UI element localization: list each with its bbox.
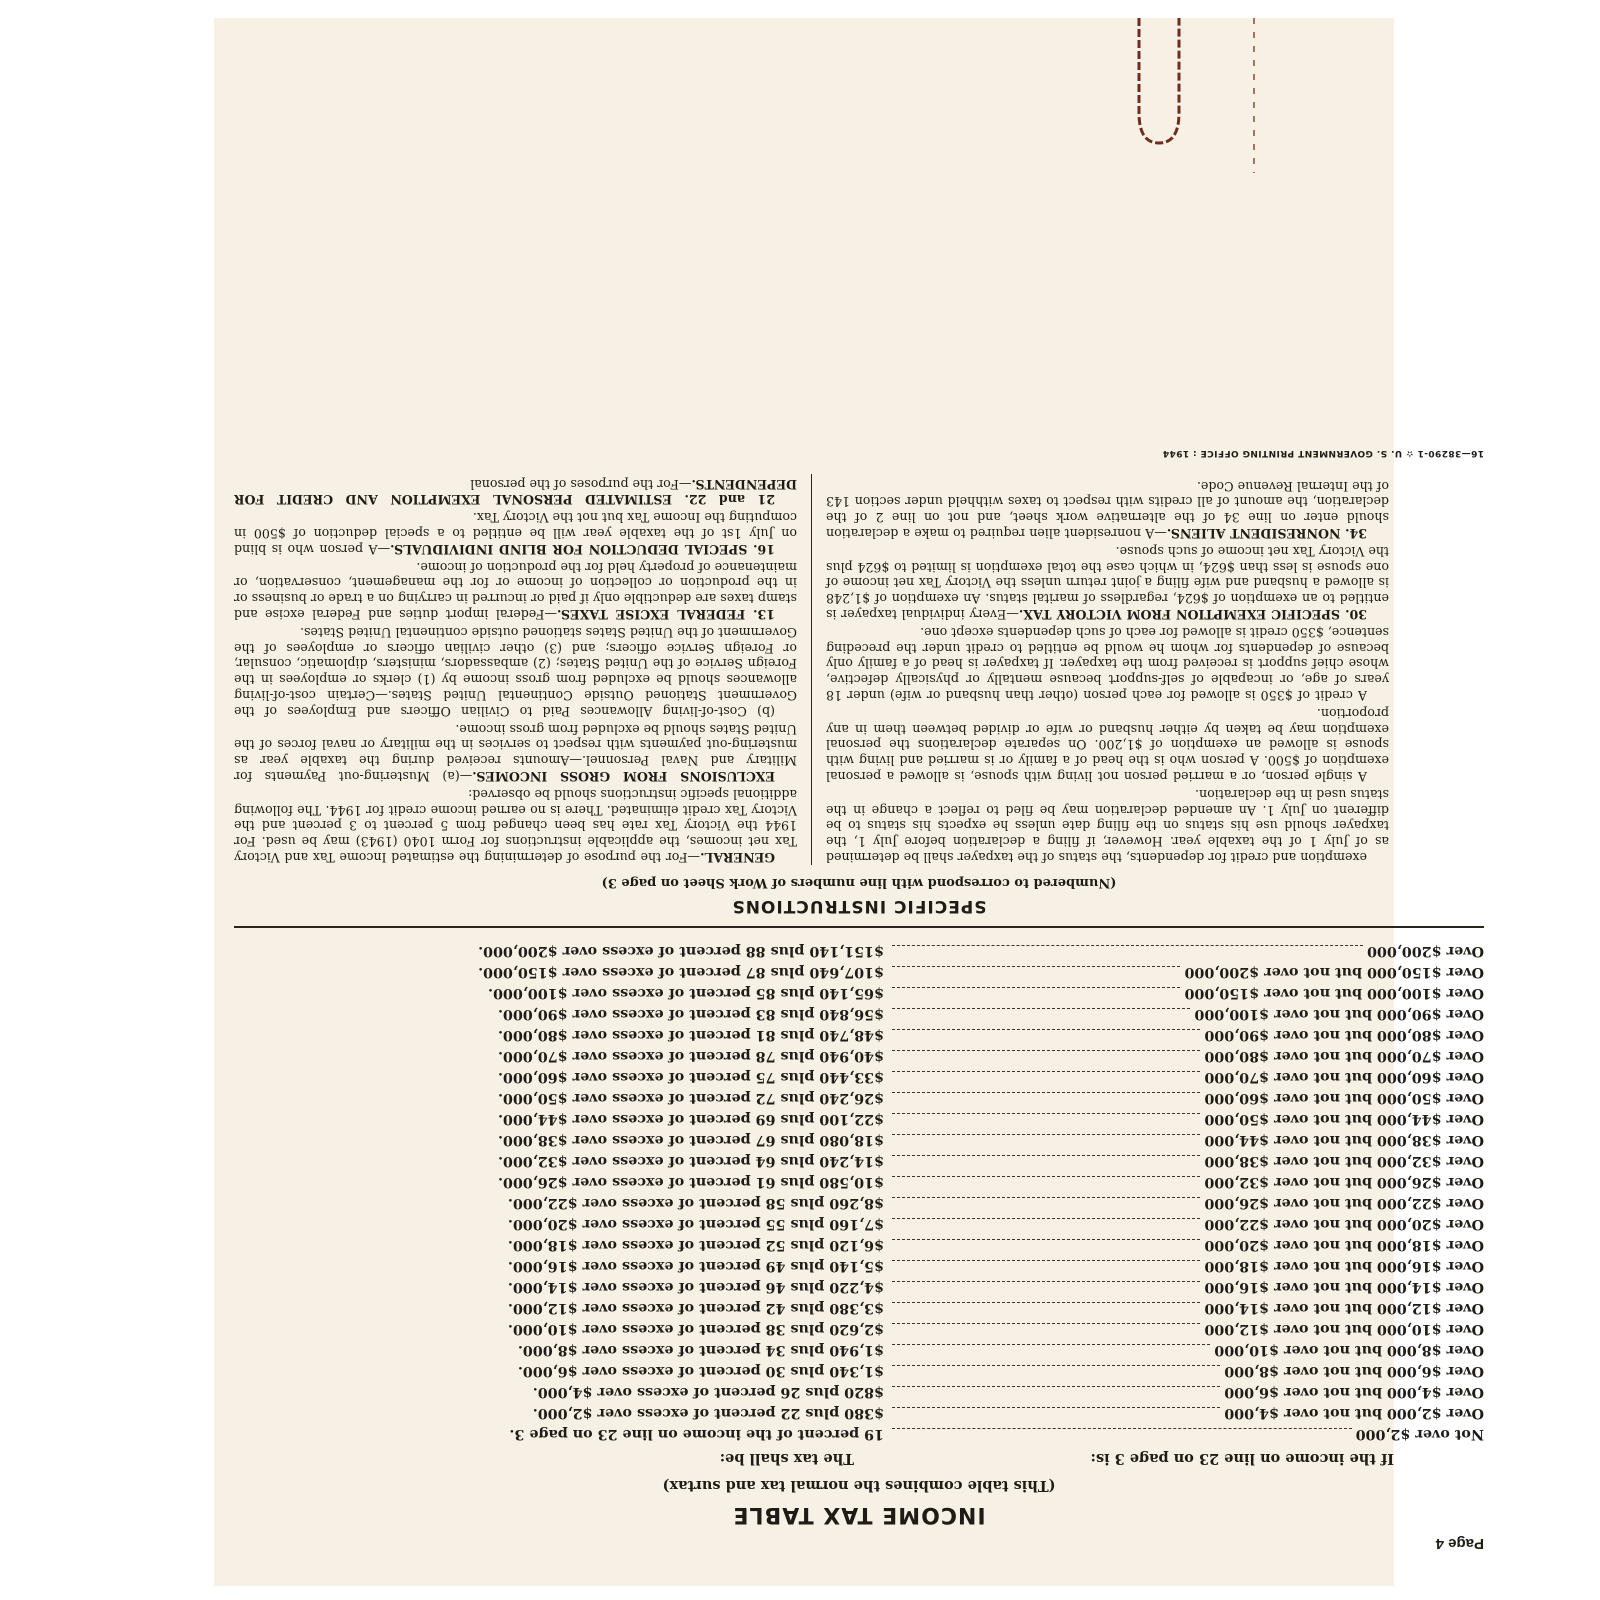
tax-table-title: INCOME TAX TABLE bbox=[732, 1502, 986, 1527]
bracket-cell bbox=[884, 1192, 1484, 1213]
leader-dots bbox=[892, 1302, 1200, 1318]
tax-formula: $5,140 plus 49 percent of excess over $16,000. bbox=[507, 1258, 884, 1274]
instruction-heading: 13. FEDERAL EXCISE TAXES. bbox=[556, 607, 775, 623]
bracket-cell bbox=[884, 1360, 1484, 1381]
tax-table-row bbox=[234, 1066, 1484, 1087]
instruction-heading: 21 and 22. ESTIMATED PERSONAL EXEMPTION AND CREDIT FOR DEPENDENTS. bbox=[234, 476, 797, 508]
instruction-heading: GENERAL. bbox=[700, 850, 775, 865]
tax-table-row bbox=[234, 1003, 1484, 1024]
bracket-cell bbox=[884, 1003, 1484, 1024]
income-bracket: Over $150,000 but not over $200,000 bbox=[1184, 964, 1484, 980]
income-bracket: Over $4,000 but not over $6,000 bbox=[1224, 1384, 1484, 1400]
instruction-paragraph bbox=[234, 559, 797, 622]
bracket-cell bbox=[884, 1402, 1484, 1423]
bracket-cell bbox=[884, 1087, 1484, 1108]
instruction-paragraph bbox=[826, 786, 1389, 865]
leader-dots bbox=[892, 1323, 1200, 1339]
leader-dots bbox=[892, 1407, 1220, 1423]
tax-formula: $7,160 plus 55 percent of excess over $20,000. bbox=[507, 1216, 884, 1232]
leader-dots bbox=[892, 987, 1180, 1003]
tax-formula: $18,080 plus 67 percent of excess over $38,000. bbox=[497, 1132, 884, 1148]
leader-dots bbox=[892, 1029, 1200, 1045]
tax-formula: $22,100 plus 69 percent of excess over $44,000. bbox=[497, 1111, 884, 1127]
leader-dots bbox=[892, 1197, 1200, 1213]
instruction-paragraph bbox=[826, 543, 1389, 622]
paperclip-mark bbox=[1124, 18, 1194, 158]
instruction-paragraph bbox=[826, 705, 1389, 784]
leader-dots bbox=[892, 1071, 1200, 1087]
tax-formula: $48,740 plus 81 percent of excess over $80,000. bbox=[497, 1027, 884, 1043]
instructions-columns bbox=[234, 474, 1484, 865]
bracket-cell bbox=[884, 1171, 1484, 1192]
income-bracket: Over $200,000 bbox=[1367, 943, 1484, 959]
instruction-text: —A nonresident alien required to make a declaration should enter on line 34 of the alternative work sheet, and not on line 2 of the declaration, the amount of all credits with respect to taxes withheld under section 143 of the Internal Revenue Code. bbox=[826, 478, 1389, 542]
leader-dots bbox=[892, 1134, 1200, 1150]
instruction-paragraph bbox=[234, 786, 797, 865]
leader-dots bbox=[892, 1218, 1200, 1234]
tax-formula: $380 plus 22 percent of excess over $2,000. bbox=[532, 1405, 884, 1421]
tax-table-row bbox=[234, 1276, 1484, 1297]
bracket-cell bbox=[884, 1423, 1484, 1444]
instruction-text: A single person, or a married person not living with spouse, is allowed a personal exemption of $500. A person who is the head of a family or is married and living with spouse is allowed an exemption of $1,200. On separate declarations the personal exemption may be taken by either husband or wife or divided between them in any proportion. bbox=[826, 705, 1389, 785]
upside-down-content bbox=[214, 18, 1484, 1586]
instruction-paragraph bbox=[234, 624, 797, 719]
instruction-heading: EXCLUSIONS FROM GROSS INCOMES. bbox=[472, 769, 775, 785]
bracket-cell bbox=[884, 1276, 1484, 1297]
tax-table-row bbox=[234, 1402, 1484, 1423]
tax-formula: $26,240 plus 72 percent of excess over $50,000. bbox=[497, 1090, 884, 1106]
instruction-heading: 16. SPECIAL DEDUCTION FOR BLIND INDIVIDUALS. bbox=[390, 541, 775, 557]
income-bracket: Over $32,000 but not over $38,000 bbox=[1204, 1153, 1484, 1169]
tax-formula: $107,640 plus 87 percent of excess over $150,000. bbox=[478, 964, 884, 980]
instruction-heading: 34. NONRESIDENT ALIENS. bbox=[1166, 526, 1367, 542]
leader-dots bbox=[892, 945, 1363, 961]
page-number: Page 4 bbox=[1435, 1535, 1484, 1552]
instruction-paragraph bbox=[234, 509, 797, 556]
tax-table-row bbox=[234, 961, 1484, 982]
bracket-cell bbox=[884, 1255, 1484, 1276]
tax-formula: $1,340 plus 30 percent of excess over $6,000. bbox=[517, 1363, 884, 1379]
section-divider bbox=[234, 926, 1484, 928]
income-column-header: If the income on line 23 on page 3 is: bbox=[1090, 1450, 1394, 1467]
income-bracket: Over $6,000 but not over $8,000 bbox=[1224, 1363, 1484, 1379]
tax-table-body bbox=[234, 940, 1484, 1444]
instruction-text: —Federal import duties and Federal excise and stamp taxes are deductible only if paid or incurred in carrying on a trade or business or in the production or collection of income or for the management, conservation, or maintenance of property held for the production of income. bbox=[233, 559, 797, 623]
leader-dots bbox=[892, 1260, 1200, 1276]
instructions-left-column bbox=[811, 474, 1389, 865]
leader-dots bbox=[892, 966, 1180, 982]
tax-table-row bbox=[234, 1234, 1484, 1255]
instruction-paragraph bbox=[234, 476, 797, 508]
tax-table-header bbox=[234, 1450, 1484, 1467]
tax-formula: $3,380 plus 42 percent of excess over $12,000. bbox=[507, 1300, 884, 1316]
leader-dots bbox=[892, 1386, 1220, 1402]
tax-formula: $10,580 plus 61 percent of excess over $26,000. bbox=[497, 1174, 884, 1190]
income-bracket: Over $60,000 but not over $70,000 bbox=[1204, 1069, 1484, 1085]
instruction-text: —(a) Mustering-out Payments for Military and Naval Personnel.—Amounts received during the taxable year as mustering-out payments with respect to services in the military or naval forces of the United States should be excluded from gross income. bbox=[234, 721, 797, 785]
tax-table-row bbox=[234, 1360, 1484, 1381]
leader-dots bbox=[892, 1008, 1190, 1024]
bracket-cell bbox=[884, 1213, 1484, 1234]
tax-formula: $2,620 plus 38 percent of excess over $10,000. bbox=[507, 1321, 884, 1337]
printer-imprint: 16—38290-1 ✫ U. S. GOVERNMENT PRINTING OFFICE : 1944 bbox=[1162, 447, 1484, 458]
tax-formula: $40,940 plus 78 percent of excess over $70,000. bbox=[497, 1048, 884, 1064]
bracket-cell bbox=[884, 1066, 1484, 1087]
income-bracket: Over $16,000 but not over $18,000 bbox=[1204, 1258, 1484, 1274]
tax-formula: $14,240 plus 64 percent of excess over $32,000. bbox=[497, 1153, 884, 1169]
instruction-text: —For the purposes of the personal bbox=[470, 476, 692, 492]
bracket-cell bbox=[884, 1339, 1484, 1360]
tax-table-row bbox=[234, 1192, 1484, 1213]
income-bracket: Over $18,000 but not over $20,000 bbox=[1204, 1237, 1484, 1253]
tax-table-row bbox=[234, 1255, 1484, 1276]
instructions-subtitle: (Numbered to correspond with line numbers of Work Sheet on page 3) bbox=[601, 875, 1117, 890]
tax-table-row bbox=[234, 1024, 1484, 1045]
tax-table-row bbox=[234, 1045, 1484, 1066]
tax-table-row bbox=[234, 940, 1484, 961]
bracket-cell bbox=[884, 1318, 1484, 1339]
leader-dots bbox=[892, 1365, 1220, 1381]
tax-table-row bbox=[234, 1108, 1484, 1129]
tax-formula: $151,140 plus 88 percent of excess over $200,000. bbox=[478, 943, 884, 959]
tax-formula: $33,440 plus 75 percent of excess over $60,000. bbox=[497, 1069, 884, 1085]
leader-dots bbox=[892, 1092, 1200, 1108]
income-bracket: Over $14,000 but not over $16,000 bbox=[1204, 1279, 1484, 1295]
tax-formula: $820 plus 26 percent of excess over $4,000. bbox=[532, 1384, 884, 1400]
tax-formula: $4,220 plus 46 percent of excess over $14,000. bbox=[507, 1279, 884, 1295]
bracket-cell bbox=[884, 1129, 1484, 1150]
instructions-title: SPECIFIC INSTRUCTIONS bbox=[731, 896, 987, 916]
income-bracket: Over $90,000 but not over $100,000 bbox=[1194, 1006, 1484, 1022]
tax-formula: $6,120 plus 52 percent of excess over $18,000. bbox=[507, 1237, 884, 1253]
instruction-paragraph bbox=[826, 478, 1389, 541]
income-bracket: Over $80,000 but not over $90,000 bbox=[1204, 1027, 1484, 1043]
income-bracket: Over $38,000 but not over $44,000 bbox=[1204, 1132, 1484, 1148]
tax-formula: $65,140 plus 85 percent of excess over $100,000. bbox=[488, 985, 884, 1001]
staple-mark bbox=[1239, 18, 1269, 178]
bracket-cell bbox=[884, 1024, 1484, 1045]
income-bracket: Over $26,000 but not over $32,000 bbox=[1204, 1174, 1484, 1190]
tax-table-row bbox=[234, 1129, 1484, 1150]
tax-formula: $1,940 plus 34 percent of excess over $8,000. bbox=[517, 1342, 884, 1358]
bracket-cell bbox=[884, 982, 1484, 1003]
tax-table-row bbox=[234, 1423, 1484, 1444]
income-bracket: Over $8,000 but not over $10,000 bbox=[1214, 1342, 1484, 1358]
bracket-cell bbox=[884, 1381, 1484, 1402]
tax-column-header: The tax shall be: bbox=[719, 1450, 854, 1467]
instructions-right-column bbox=[234, 474, 811, 865]
leader-dots bbox=[892, 1050, 1200, 1066]
instruction-paragraph bbox=[826, 624, 1389, 703]
instruction-text: A credit of $350 is allowed for each person (other than husband or wife) under 18 years of age, or incapable of self-support because mentally or physically defective, whose chief support is received from the taxpayer. If taxpayer is head of a family only because of dependents for whom he would be entitled to credit under the preceding sentence, $350 credit is allowed for each of such dependents except one. bbox=[826, 624, 1389, 704]
income-bracket: Over $50,000 but not over $60,000 bbox=[1204, 1090, 1484, 1106]
income-bracket: Not over $2,000 bbox=[1355, 1426, 1484, 1442]
instruction-text: —Every individual taxpayer is entitled to an exemption of $624, regardless of marital status. An exemption of $1,248 is allowed a husband and wife filing a joint return unless the Victory Tax net income of one spouse is less than $624, in which case the total exemption is limited to $624 plus the Victory Tax net income of such spouse. bbox=[826, 543, 1389, 623]
tax-table-row bbox=[234, 1213, 1484, 1234]
tax-table-row bbox=[234, 1318, 1484, 1339]
instruction-text: —A person who is blind on July 1st of the taxable year will be entitled to a special deduction of $500 in computing the Income Tax but not the Victory Tax. bbox=[234, 510, 797, 557]
leader-dots bbox=[892, 1239, 1200, 1255]
bracket-cell bbox=[884, 1108, 1484, 1129]
tax-formula: $8,260 plus 58 percent of excess over $22,000. bbox=[507, 1195, 884, 1211]
tax-formula: $56,840 plus 83 percent of excess over $90,000. bbox=[497, 1006, 884, 1022]
income-bracket: Over $22,000 but not over $26,000 bbox=[1204, 1195, 1484, 1211]
income-bracket: Over $100,000 but not over $150,000 bbox=[1184, 985, 1484, 1001]
income-bracket: Over $70,000 but not over $80,000 bbox=[1204, 1048, 1484, 1064]
tax-formula: 19 percent of the income on line 23 on page 3. bbox=[509, 1426, 884, 1442]
income-bracket: Over $12,000 but not over $14,000 bbox=[1204, 1300, 1484, 1316]
income-bracket: Over $2,000 but not over $4,000 bbox=[1224, 1405, 1484, 1421]
bracket-cell bbox=[884, 940, 1484, 961]
leader-dots bbox=[892, 1281, 1200, 1297]
bracket-cell bbox=[884, 1150, 1484, 1171]
leader-dots bbox=[892, 1428, 1352, 1444]
tax-table-subtitle: (This table combines the normal tax and surtax) bbox=[662, 1477, 1056, 1494]
page-content bbox=[234, 448, 1484, 1568]
instruction-text: (b) Cost-of-living Allowances Paid to Civilian Officers and Employees of the Government Stationed Outside Continental United States.—Certain cost-of-living allowances should be excluded from gross income by (1) clerks or employees in the Foreign Service of the United States; (2) ambassadors, ministers, diplomatic, consular, or Foreign Service officers; and (3) other civilian officers or employees of the Government of the United States stationed outside continental United States. bbox=[234, 624, 797, 719]
income-bracket: Over $44,000 but not over $50,000 bbox=[1204, 1111, 1484, 1127]
leader-dots bbox=[892, 1155, 1200, 1171]
tax-table-row bbox=[234, 1381, 1484, 1402]
bracket-cell bbox=[884, 1045, 1484, 1066]
tax-table-row bbox=[234, 982, 1484, 1003]
income-bracket: Over $10,000 but not over $12,000 bbox=[1204, 1321, 1484, 1337]
tax-table-row bbox=[234, 1297, 1484, 1318]
tax-table-row bbox=[234, 1171, 1484, 1192]
leader-dots bbox=[892, 1176, 1200, 1192]
tax-table-row bbox=[234, 1150, 1484, 1171]
income-bracket: Over $20,000 but not over $22,000 bbox=[1204, 1216, 1484, 1232]
bracket-cell bbox=[884, 1234, 1484, 1255]
scanned-page bbox=[214, 18, 1484, 1586]
bracket-cell bbox=[884, 1297, 1484, 1318]
tax-table-row bbox=[234, 1339, 1484, 1360]
bracket-cell bbox=[884, 961, 1484, 982]
leader-dots bbox=[892, 1344, 1210, 1360]
instruction-paragraph bbox=[234, 721, 797, 784]
instruction-text: —For the purpose of determining the estimated Income Tax and Victory Tax net incomes, the applicable instructions for Form 1040 (1943) may be used. For 1944 the Victory Tax rate has been changed from 5 percent to 3 percent and the Victory Tax credit eliminated. There is no earned income credit for 1944. The following additional specific instructions should be observed: bbox=[234, 786, 797, 865]
leader-dots bbox=[892, 1113, 1200, 1129]
instruction-heading: 30. SPECIFIC EXEMPTION FROM VICTORY TAX. bbox=[1018, 607, 1367, 623]
instruction-text: exemption and credit for dependents, the status of the taxpayer shall be determined as of July 1 of the taxable year. However, if filing a declaration before July 1, the taxpayer should use his status on the filing date unless he expects his status to be different on July 1. An amended declaration may be filed to reflect a change in the status used in the declaration. bbox=[826, 786, 1389, 865]
tax-table-row bbox=[234, 1087, 1484, 1108]
